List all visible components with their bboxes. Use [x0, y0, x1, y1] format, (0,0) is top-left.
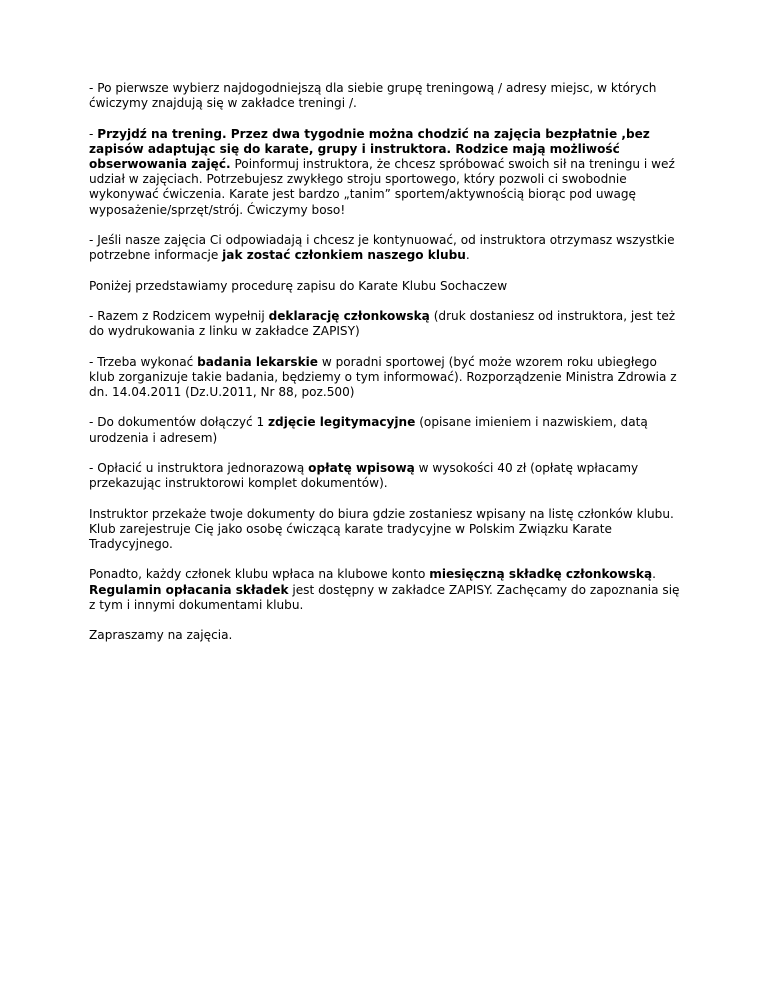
text-run: w wysokości 40 zł (opłatę wpłacamy przekazując instruktorowi komplet dokumentów).	[89, 460, 639, 491]
bold-text: zdjęcie legitymacyjne	[268, 415, 416, 430]
text-run: - Po pierwsze wybierz najdogodniejszą dla siebie grupę treningową / adresy miejsc, w których ćwiczymy znajdują się w zakładce treningi /.	[89, 81, 657, 111]
paragraph-p3	[89, 233, 681, 263]
text-run: .	[465, 248, 470, 263]
text-run: w poradni sportowej (być może wzorem roku ubiegłego klub zorganizuje takie badania, będziemy o tym informować). Rozporządzenie Ministra Zdrowia z dn. 14.04.2011 (Dz.U.2011, Nr 88, poz.500)	[89, 354, 677, 399]
text-run: Instruktor przekaże twoje dokumenty do biura gdzie zostaniesz wpisany na listę członków klubu. Klub zarejestruje Cię jako osobę ćwiczącą karate tradycyjne w Polskim Związku Karate Tradycyjnego.	[89, 506, 674, 551]
paragraph-p7	[89, 415, 681, 445]
text-run: .	[652, 567, 656, 582]
text-run: Poinformuj instruktora, że chcesz spróbować swoich sił na treningu i weź udział w zajęciach. Potrzebujesz zwykłego stroju sportowego, który pozwoli ci swobodnie wykonywać ćwiczenia. Karate jest bardzo „tanim” sportem/aktywnością biorąc pod uwagę wyposażenie/sprzęt/strój. Ćwiczymy boso!	[89, 157, 675, 217]
document-body	[89, 81, 681, 659]
bold-text: opłatę wpisową	[308, 460, 415, 475]
paragraph-p5	[89, 309, 681, 339]
text-run: Poniżej przedstawiamy procedurę zapisu do Karate Klubu Sochaczew	[89, 278, 508, 293]
bold-text: miesięczną składkę członkowską	[429, 567, 653, 582]
paragraph-p10	[89, 567, 681, 613]
bold-text: deklarację członkowską	[268, 308, 430, 323]
bold-text: jak zostać członkiem naszego klubu	[222, 248, 466, 263]
text-run: Ponadto, każdy członek klubu wpłaca na klubowe konto	[89, 567, 430, 582]
paragraph-p8	[89, 461, 681, 491]
text-run: (druk dostaniesz od instruktora, jest też do wydrukowania z linku w zakładce ZAPISY)	[89, 308, 676, 339]
paragraph-p11	[89, 628, 681, 643]
bold-text: Regulamin opłacania składek	[89, 582, 289, 597]
paragraph-p6	[89, 355, 681, 401]
text-run: - Jeśli nasze zajęcia Ci odpowiadają i chcesz je kontynuować, od instruktora otrzymasz wszystkie potrzebne informacje	[89, 233, 675, 263]
text-run: - Trzeba wykonać	[89, 354, 198, 369]
text-run: - Razem z Rodzicem wypełnij	[89, 308, 269, 323]
text-run: jest dostępny w zakładce ZAPISY. Zachęcamy do zapoznania się z tym i innymi dokumentami klubu.	[89, 582, 680, 612]
text-run: -	[89, 126, 98, 141]
paragraph-p9	[89, 507, 681, 553]
paragraph-p1	[89, 81, 681, 111]
bold-text: Przyjdź na trening. Przez dwa tygodnie można chodzić na zajęcia bezpłatnie ,bez zapisów adaptując się do karate, grupy i instruktora. Rodzice mają możliwość obserwowania zajęć.	[89, 126, 650, 171]
text-run: - Opłacić u instruktora jednorazową	[89, 460, 309, 475]
paragraph-p4	[89, 279, 681, 294]
text-run: - Do dokumentów dołączyć 1	[89, 415, 269, 430]
bold-text: badania lekarskie	[197, 354, 318, 369]
paragraph-p2	[89, 127, 681, 218]
text-run: Zapraszamy na zajęcia.	[89, 628, 233, 643]
text-run: (opisane imieniem i nazwiskiem, datą urodzenia i adresem)	[89, 415, 648, 445]
